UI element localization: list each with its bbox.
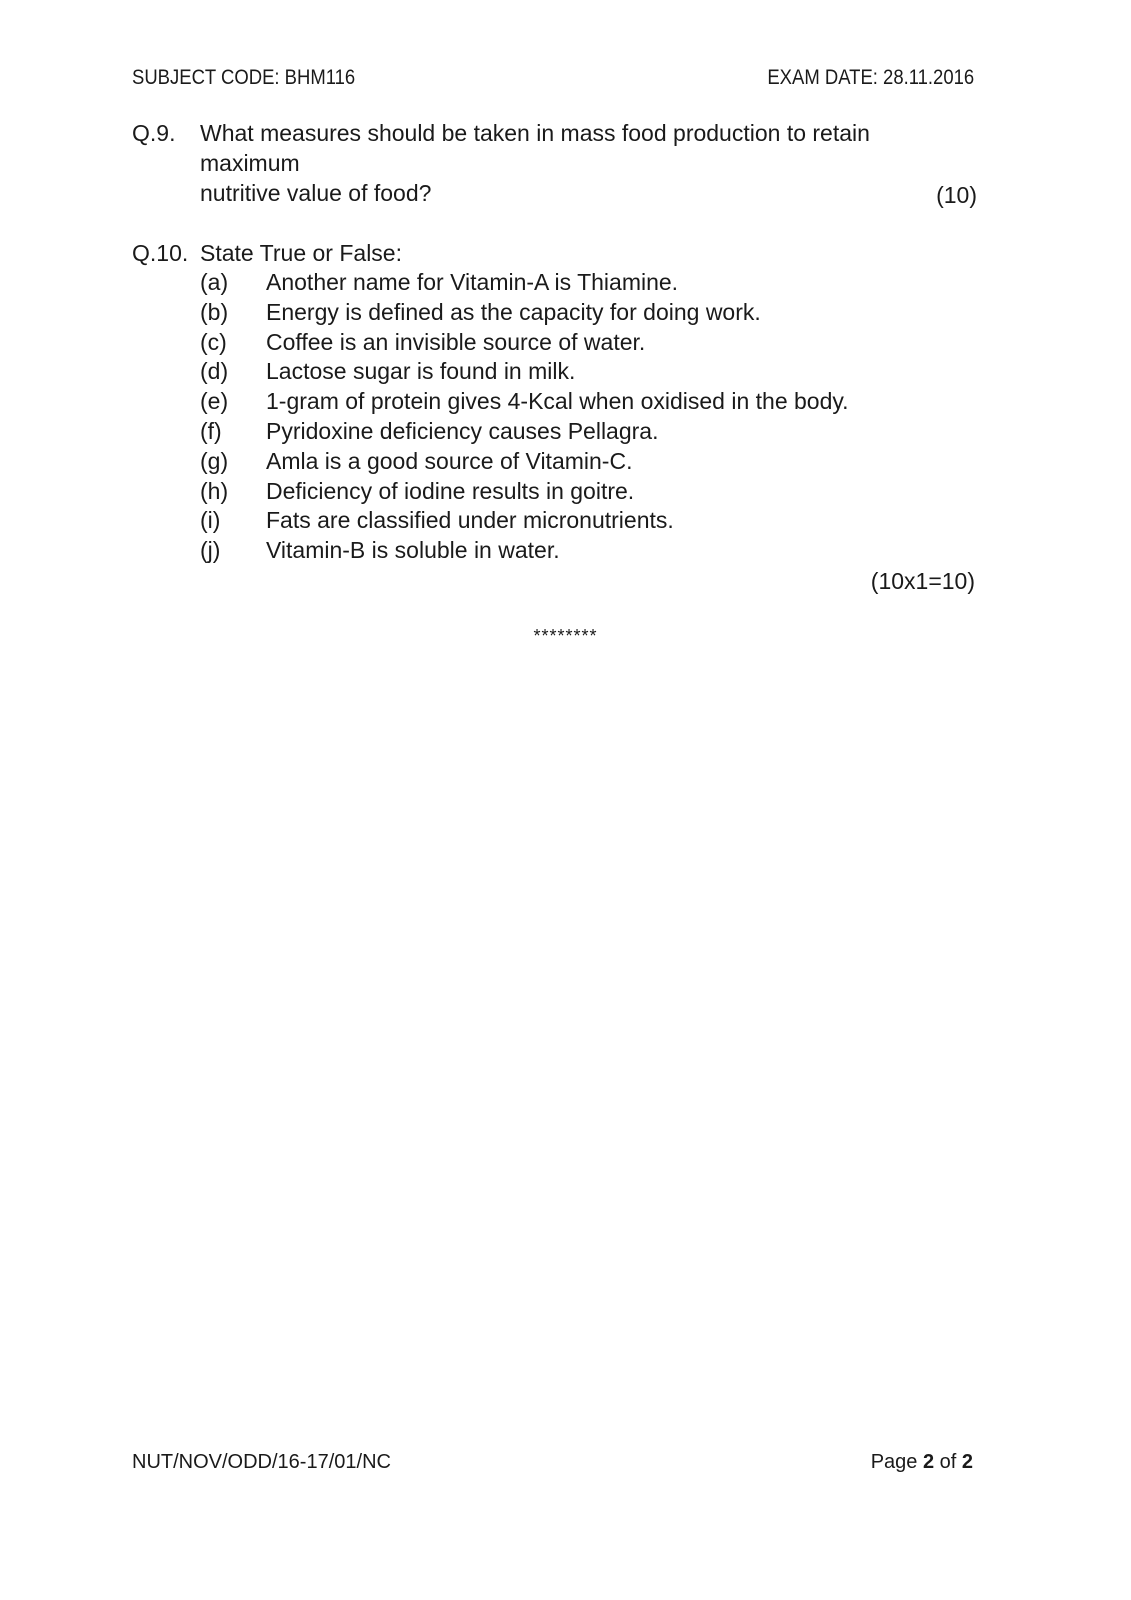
question-9	[132, 118, 977, 213]
option-label: (i)	[200, 507, 221, 534]
option-label: (e)	[200, 388, 229, 415]
option-text: Another name for Vitamin-A is Thiamine.	[266, 269, 679, 295]
page-total: 2	[961, 1451, 973, 1473]
option-label: (b)	[200, 298, 229, 325]
footer-code: NUT/NOV/ODD/16-17/01/NC	[132, 1451, 391, 1473]
list-item	[200, 417, 960, 447]
page-number	[871, 1451, 973, 1474]
list-item	[200, 477, 960, 507]
list-item	[200, 357, 960, 387]
option-text: Amla is a good source of Vitamin-C.	[266, 447, 633, 474]
option-text: Vitamin-B is soluble in water.	[266, 537, 560, 564]
end-marker: ********	[533, 626, 598, 646]
list-item	[200, 506, 960, 536]
subject-code: SUBJECT CODE: BHM116	[132, 66, 356, 89]
page-current: 2	[922, 1451, 935, 1473]
question-marks: (10)	[936, 182, 977, 208]
list-item	[200, 328, 960, 358]
list-item	[200, 536, 960, 566]
true-false-list	[200, 268, 960, 566]
option-label: (h)	[200, 477, 229, 504]
option-label: (c)	[200, 328, 227, 355]
list-item	[200, 387, 960, 417]
question-number: Q.10.	[132, 240, 189, 266]
option-label: (f)	[200, 417, 222, 444]
list-item	[200, 268, 960, 298]
page-header	[132, 66, 975, 96]
option-text: Coffee is an invisible source of water.	[266, 328, 646, 355]
option-label: (a)	[200, 269, 229, 295]
page-prefix: Page	[870, 1451, 923, 1473]
list-item	[200, 447, 960, 477]
page-of: of	[934, 1451, 962, 1473]
option-text: Energy is defined as the capacity for doing work.	[266, 298, 761, 325]
question-number: Q.9.	[132, 120, 176, 146]
option-label: (j)	[200, 537, 221, 564]
question-10	[132, 238, 977, 268]
question-marks: (10x1=10)	[870, 568, 975, 594]
option-text: Pyridoxine deficiency causes Pellagra.	[266, 417, 659, 444]
list-item	[200, 298, 960, 328]
exam-date: EXAM DATE: 28.11.2016	[767, 66, 975, 89]
option-text: Fats are classified under micronutrients.	[266, 507, 674, 534]
option-text: Deficiency of iodine results in goitre.	[266, 477, 635, 504]
option-text: 1-gram of protein gives 4-Kcal when oxidised in the body.	[266, 388, 849, 415]
question-text-line: nutritive value of food?	[200, 180, 432, 206]
option-text: Lactose sugar is found in milk.	[266, 358, 576, 385]
option-label: (g)	[200, 447, 229, 474]
question-text-line: What measures should be taken in mass food production to retain maximum	[200, 120, 870, 176]
question-text	[200, 118, 960, 208]
option-label: (d)	[200, 358, 229, 385]
question-text: State True or False:	[200, 240, 402, 266]
